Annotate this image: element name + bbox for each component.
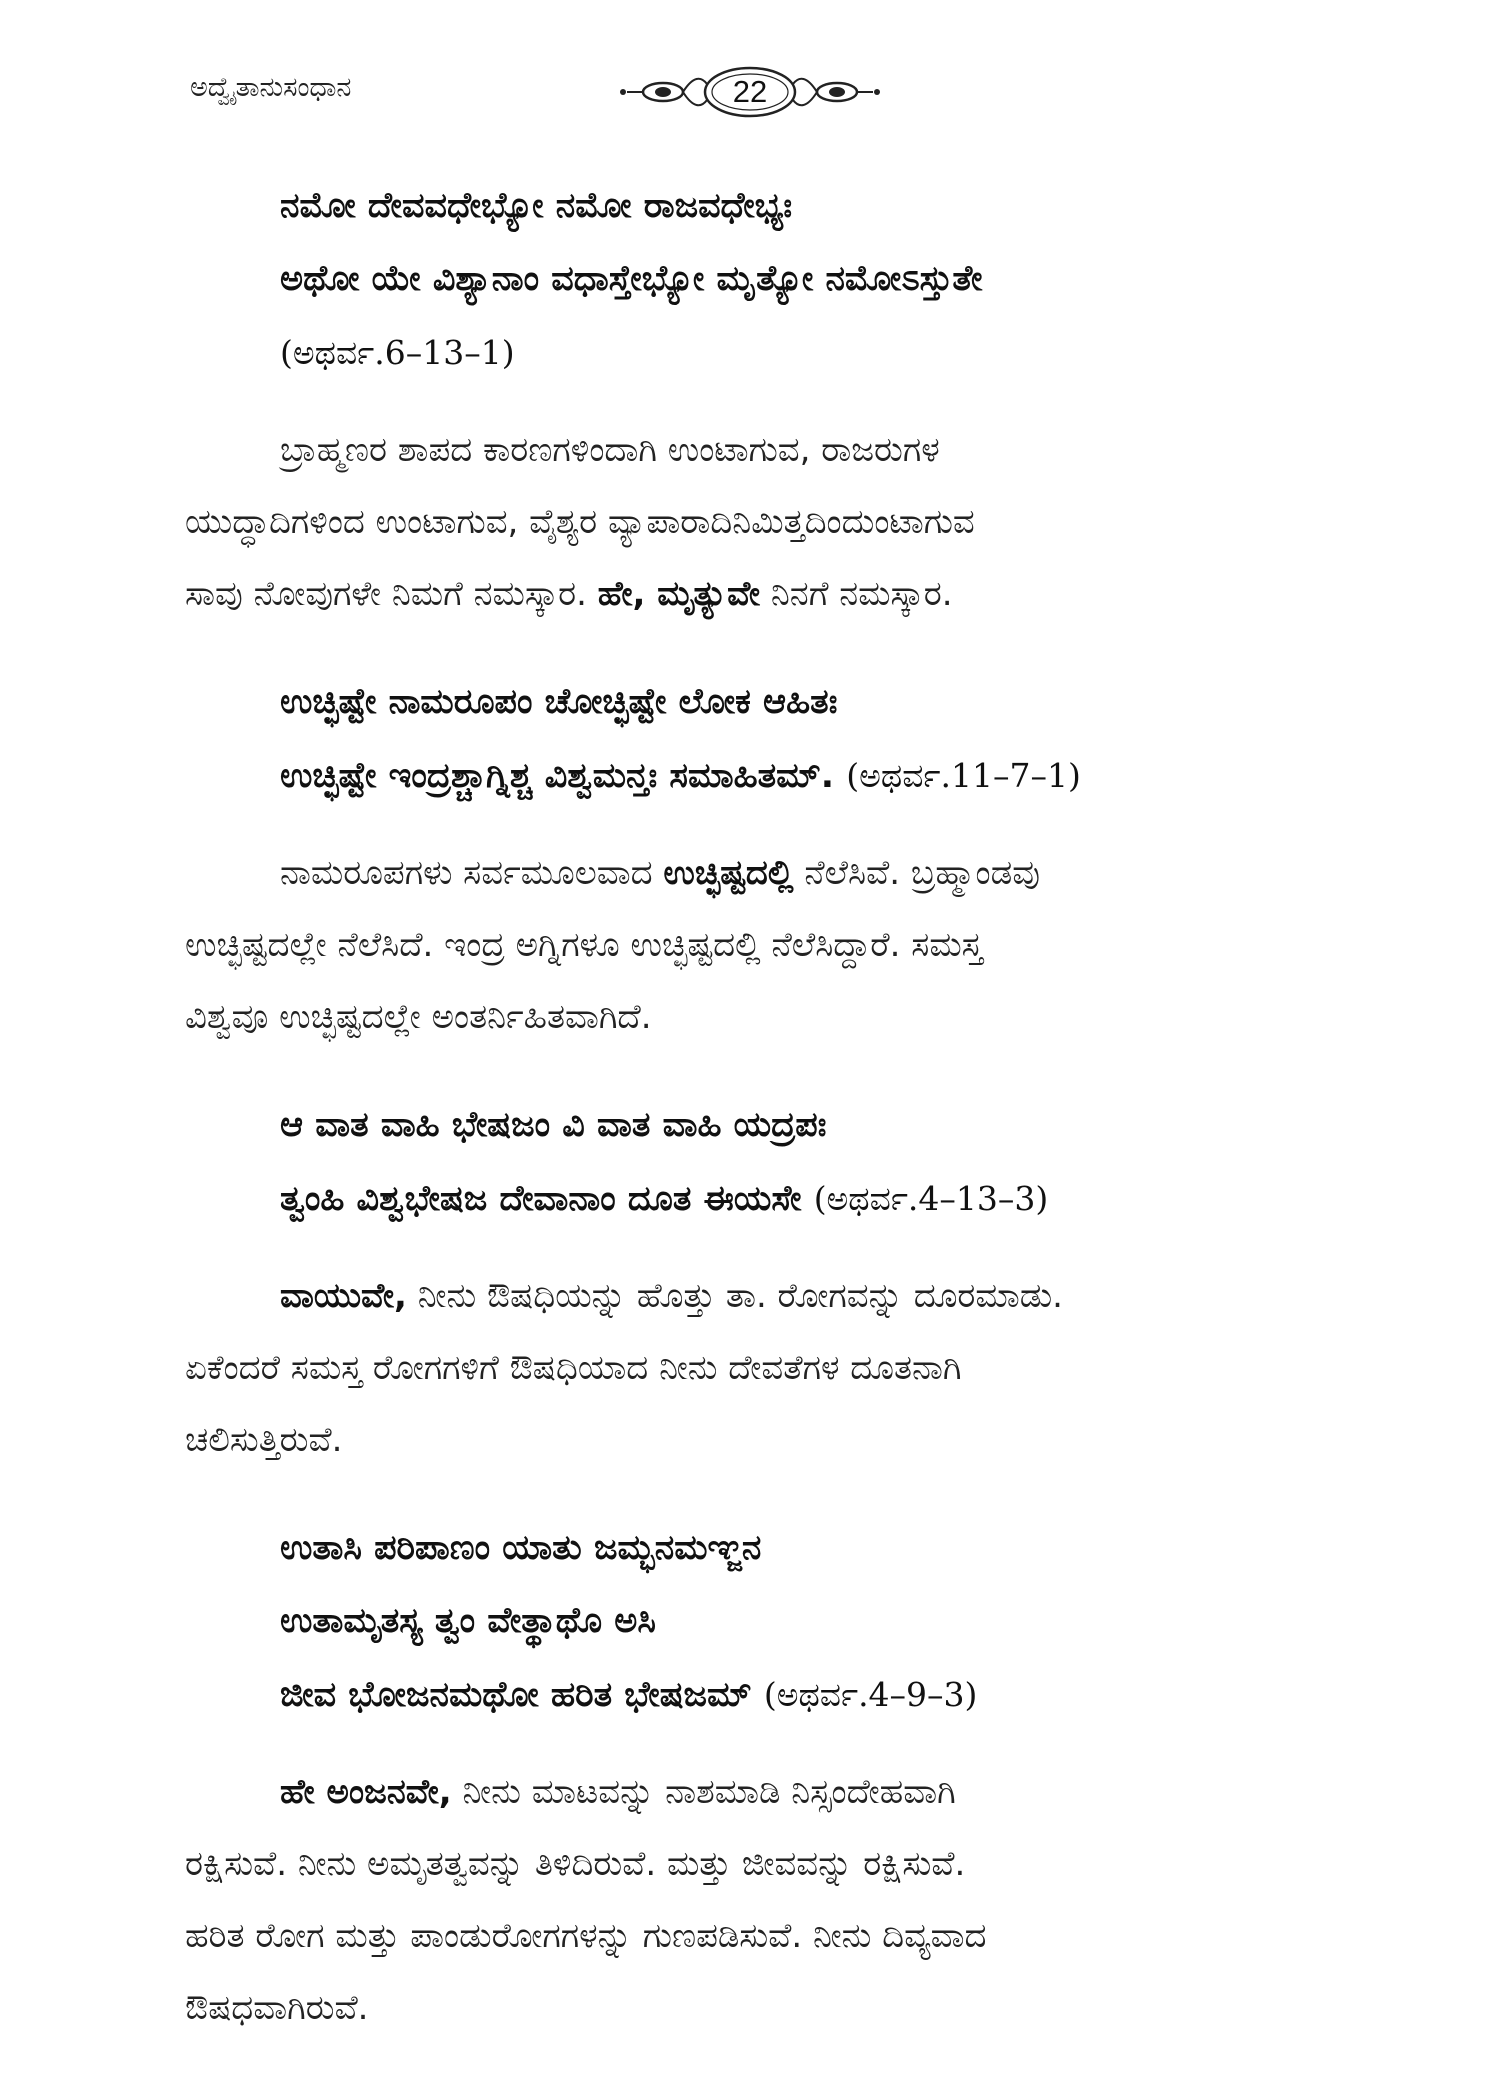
paragraph-line (185, 837, 1320, 909)
paragraph-line: ಉಚ್ಛಿಷ್ಟದಲ್ಲೇ ನೆಲೆಸಿದೆ. ಇಂದ್ರ ಅಗ್ನಿಗಳೂ ಉಚ್ಛಿಷ್ಟದಲ್ಲಿ ನೆಲೆಸಿದ್ದಾರೆ. ಸಮಸ್ತ (185, 925, 983, 965)
bold-text-run: ಹೇ, ಮೃತ್ಯುವೇ (597, 574, 761, 614)
paragraph-line: ಚಲಿಸುತ್ತಿರುವೆ. (185, 1420, 343, 1460)
paragraph-line: ಯುದ್ಧಾದಿಗಳಿಂದ ಉಂಟಾಗುವ, ವೈಶ್ಯರ ವ್ಯಾಪಾರಾದಿನಿಮಿತ್ತದಿಂದುಂಟಾಗುವ (185, 502, 975, 542)
paragraph-line: ಹರಿತ ರೋಗ ಮತ್ತು ಪಾಂಡುರೋಗಗಳನ್ನು ಗುಣಪಡಿಸುವೆ. ನೀನು ದಿವ್ಯವಾದ (185, 1916, 987, 1956)
verse-block (185, 666, 1320, 813)
verse-line: ನಮೋ ದೇವವಧೇಭ್ಯೋ ನಮೋ ರಾಜವಧೇಭ್ಯಃ (280, 186, 793, 226)
running-title: ಅದ್ವೈತಾನುಸಂಧಾನ (190, 72, 352, 103)
translation-paragraph (185, 1756, 1320, 2044)
verse-reference-text: (ಅಥರ್ವ.11–7–1) (846, 756, 1081, 795)
verse-reference-text: (ಅಥರ್ವ.6–13–1) (280, 333, 515, 372)
verse-text: ಉಚ್ಛಿಷ್ಟೇ ಇಂದ್ರಶ್ಚಾಗ್ನಿಶ್ಚ ವಿಶ್ವಮನ್ತಃ ಸಮಾಹಿತಮ್. (280, 756, 835, 796)
paragraph-line: ರಕ್ಷಿಸುವೆ. ನೀನು ಅಮೃತತ್ವವನ್ನು ತಿಳಿದಿರುವೆ. ಮತ್ತು ಜೀವವನ್ನು ರಕ್ಷಿಸುವೆ. (185, 1844, 966, 1884)
verse-block (185, 170, 1320, 390)
translation-paragraph (185, 1260, 1320, 1476)
verse-line: ಅಥೋ ಯೇ ವಿಶ್ಯಾನಾಂ ವಧಾಸ್ತೇಭ್ಯೋ ಮೃತ್ಯೋ ನಮೋಽಸ್ತುತೇ (280, 259, 983, 299)
verse-line (280, 1658, 1320, 1732)
paragraph-line: ಏಕೆಂದರೆ ಸಮಸ್ತ ರೋಗಗಳಿಗೆ ಔಷಧಿಯಾದ ನೀನು ದೇವತೆಗಳ ದೂತನಾಗಿ (185, 1348, 962, 1388)
bold-text-run: ಉಚ್ಛಿಷ್ಟದಲ್ಲಿ (663, 853, 794, 893)
text-run: ನಾಮರೂಪಗಳು ಸರ್ವಮೂಲವಾದ (280, 853, 664, 893)
text-run: ನೀನು ಔಷಧಿಯನ್ನು ಹೊತ್ತು ತಾ. ರೋಗವನ್ನು ದೂರಮಾಡು. (406, 1276, 1063, 1316)
text-run: ನೆಲೆಸಿವೆ. ಬ್ರಹ್ಮಾಂಡವು (793, 853, 1040, 893)
page-number-ornament (615, 62, 885, 122)
verse-reference (280, 316, 1320, 390)
bold-text-run: ವಾಯುವೇ, (280, 1276, 407, 1316)
page-header (0, 62, 1500, 122)
verse-block (185, 1512, 1320, 1732)
paragraph-line (185, 1260, 1320, 1332)
verse-reference-text: (ಅಥರ್ವ.4–9–3) (763, 1675, 978, 1714)
paragraph-line (185, 1756, 1320, 1828)
text-run: ನಿನಗೆ ನಮಸ್ಕಾರ. (760, 574, 953, 614)
page-number: 22 (732, 74, 768, 109)
translation-paragraph (185, 837, 1320, 1053)
verse-line: ಉತಾಸಿ ಪರಿಪಾಣಂ ಯಾತು ಜಮ್ಭನಮಞ್ಜನ (280, 1528, 762, 1568)
verse-line (280, 1162, 1320, 1236)
text-run: ಸಾವು ನೋವುಗಳೇ ನಿಮಗೆ ನಮಸ್ಕಾರ. (185, 574, 598, 614)
paragraph-line: ಔಷಧವಾಗಿರುವೆ. (185, 1988, 369, 2028)
translation-paragraph (185, 414, 1320, 630)
paragraph-line: ಬ್ರಾಹ್ಮಣರ ಶಾಪದ ಕಾರಣಗಳಿಂದಾಗಿ ಉಂಟಾಗುವ, ರಾಜರುಗಳ (280, 430, 940, 470)
verse-reference-text: (ಅಥರ್ವ.4–13–3) (813, 1179, 1049, 1218)
page-body (185, 170, 1320, 2080)
verse-block (185, 1089, 1320, 1236)
paragraph-line: ವಿಶ್ವವೂ ಉಚ್ಛಿಷ್ಟದಲ್ಲೇ ಅಂತರ್ನಿಹಿತವಾಗಿದೆ. (185, 997, 652, 1037)
verse-line (280, 739, 1320, 813)
verse-line: ಉತಾಮೃತಸ್ಯ ತ್ವಂ ವೇತ್ಥಾಥೊ ಅಸಿ (280, 1601, 656, 1641)
verse-line: ಆ ವಾತ ವಾಹಿ ಭೇಷಜಂ ವಿ ವಾತ ವಾಹಿ ಯದ್ರಪಃ (280, 1105, 827, 1145)
paragraph-line (185, 558, 1320, 630)
verse-text: ತ್ವಂಹಿ ವಿಶ್ವಭೇಷಜ ದೇವಾನಾಂ ದೂತ ಈಯಸೇ (280, 1179, 802, 1219)
verse-line: ಉಚ್ಛಿಷ್ಟೇ ನಾಮರೂಪಂ ಚೋಚ್ಛಿಷ್ಟೇ ಲೋಕ ಆಹಿತಃ (280, 682, 838, 722)
bold-text-run: ಹೇ ಅಂಜನವೇ, (280, 1772, 452, 1812)
verse-text: ಜೀವ ಭೋಜನಮಥೋ ಹರಿತ ಭೇಷಜಮ್ (280, 1675, 752, 1715)
text-run: ನೀನು ಮಾಟವನ್ನು ನಾಶಮಾಡಿ ನಿಸ್ಸಂದೇಹವಾಗಿ (451, 1772, 956, 1812)
